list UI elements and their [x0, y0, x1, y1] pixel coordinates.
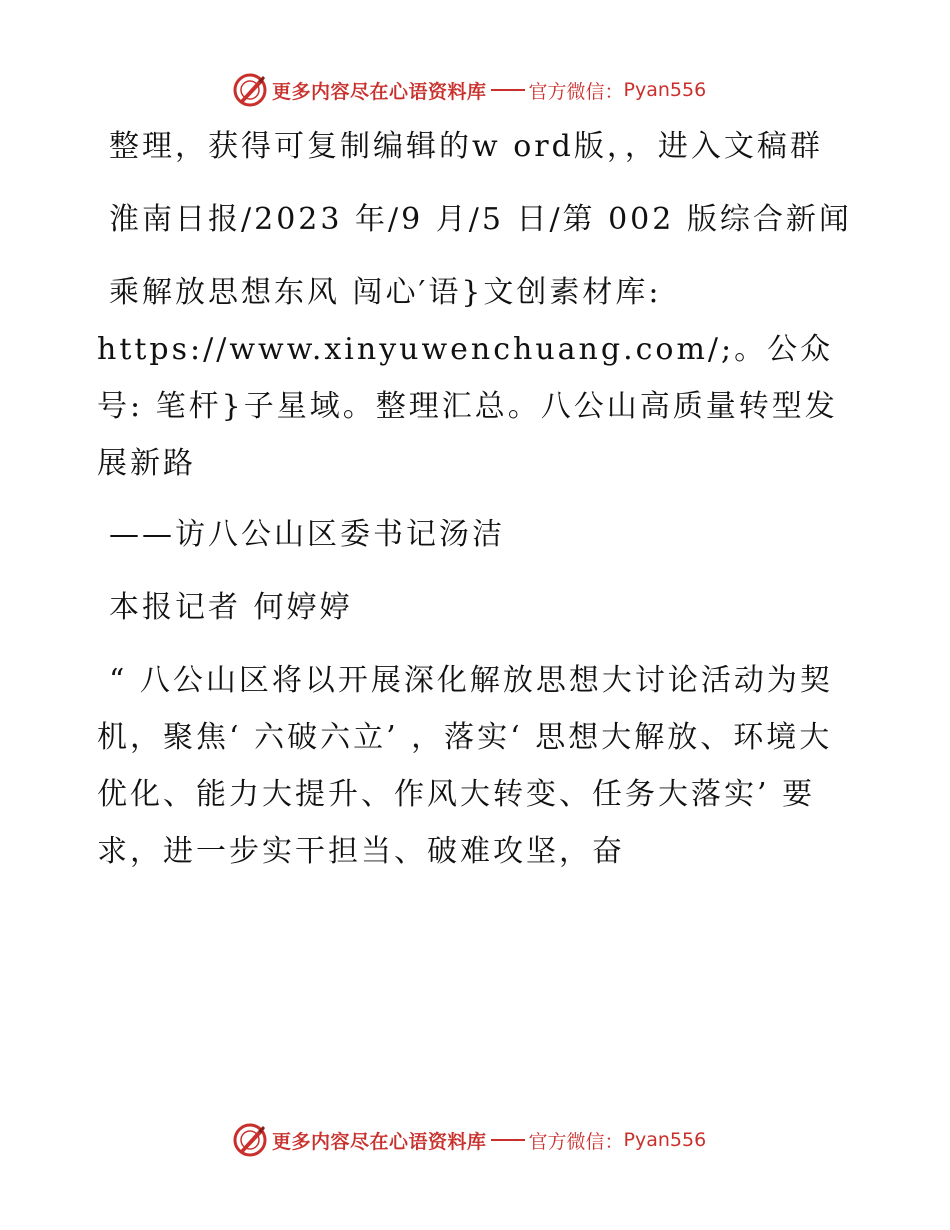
footer-banner — [232, 1120, 706, 1160]
headline-part-b: https://www.xinyuwenchuang.com/;。公众号: 笔杆}子星域。整理汇总。八公山高质量转型发展新路 — [97, 332, 838, 481]
paragraph-subtitle: ——访八公山区委书记汤洁 — [109, 517, 505, 552]
headline-part-a: 乘解放思想东风 闯心′语}文创素材库: — [109, 275, 662, 310]
banner-lead-text: 更多内容尽在心语资料库 — [272, 80, 487, 103]
pen-logo-icon — [232, 1122, 268, 1158]
pen-logo-icon — [232, 72, 268, 108]
paragraph-intro: 整理，获得可复制编辑的w ord版，，进入文稿群 — [109, 129, 823, 164]
banner-wechat-id: Pyan556 — [623, 1129, 707, 1151]
banner-wechat-label: 官方微信： — [528, 80, 624, 103]
header-banner — [232, 70, 706, 110]
paragraph-quote: “ 八公山区将以开展深化解放思想大讨论活动为契机，聚焦‘ 六破六立’ ，落实‘ 思想大解放、环境大优化、能力大提升、作风大转变、任务大落实’ 要求，进一步实干担当、破难攻坚，奋 — [97, 663, 833, 869]
banner-dash — [491, 89, 525, 91]
paragraph-headline — [97, 264, 857, 492]
paragraph-source: 淮南日报/2023 年/9 月/5 日/第 002 版综合新闻 — [109, 202, 852, 237]
banner-wechat-id: Pyan556 — [623, 79, 707, 101]
paragraph-byline: 本报记者 何婷婷 — [109, 590, 353, 625]
article-body — [97, 118, 857, 896]
banner-wechat-label: 官方微信： — [528, 1130, 624, 1153]
banner-lead-text: 更多内容尽在心语资料库 — [272, 1130, 487, 1153]
banner-dash — [491, 1139, 525, 1141]
